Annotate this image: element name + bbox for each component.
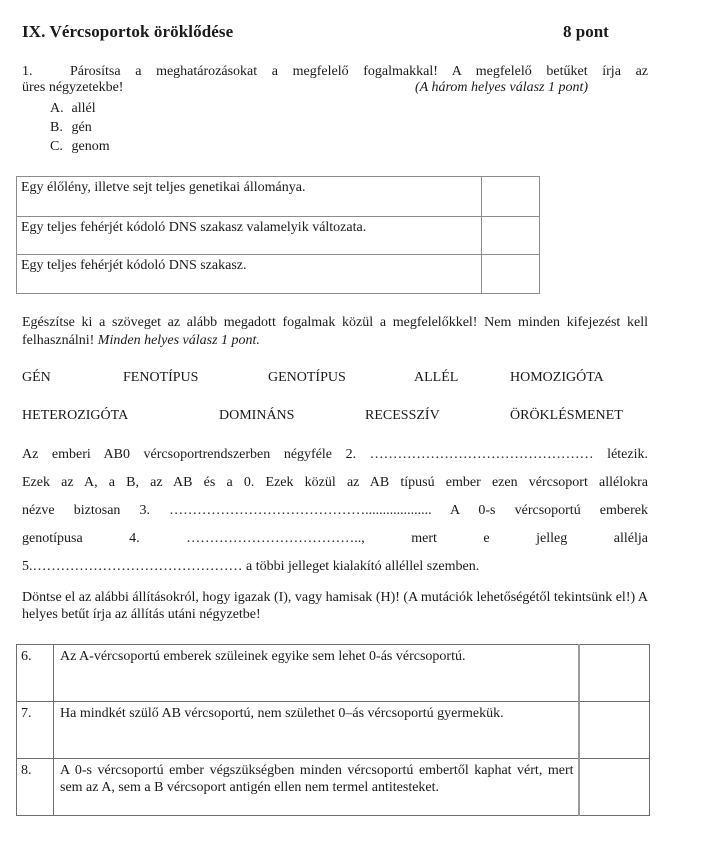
- table-row: [17, 217, 540, 255]
- option-term: allél: [71, 101, 96, 116]
- section-title: IX. Vércsoportok öröklődése: [22, 22, 234, 41]
- term: FENOTÍPUS: [123, 370, 199, 385]
- statement-number: 8.: [17, 759, 54, 816]
- fill-line-4: genotípusa 4. ……………………………….., mert e jelleg allélja: [22, 531, 648, 546]
- statement-text: A 0-s vércsoportú ember végszükségben minden vércsoportú embertől kaphat vért, mert sem az A, sem a B vércsoport antigén ellen nem termel antitesteket.: [54, 759, 579, 816]
- task1-number: 1.: [22, 64, 33, 79]
- fill-line-5: 5.……………………………………… a többi jelleget kialakító alléllel szemben.: [22, 559, 480, 574]
- answer-box[interactable]: [579, 702, 650, 759]
- term: GÉN: [22, 370, 51, 385]
- task1-options: [50, 99, 110, 156]
- option-term: genom: [71, 139, 110, 154]
- task2-instruction-block: [22, 314, 648, 350]
- answer-box[interactable]: [579, 645, 650, 702]
- answer-box[interactable]: [482, 255, 540, 294]
- fill-line-2: Ezek az A, a B, az AB és a 0. Ezek közül az AB típusú ember ezen vércsoport allélokra: [22, 475, 648, 490]
- task2-scoring-note: Minden helyes válasz 1 pont.: [97, 333, 260, 348]
- table-row: [17, 759, 650, 816]
- answer-box[interactable]: [482, 177, 540, 217]
- answer-box[interactable]: [579, 759, 650, 816]
- term: RECESSZÍV: [365, 408, 440, 423]
- term: GENOTÍPUS: [268, 370, 346, 385]
- task2-instruction: Egészítse ki a szöveget az alább megadott fogalmak közül a megfelelőkkel! Nem minden kifejezést kell felhasználni!: [22, 315, 648, 348]
- option-c: [50, 137, 110, 156]
- task1-instruction-line2: üres négyzetekbe!: [22, 80, 124, 95]
- definition-cell: Egy teljes fehérjét kódoló DNS szakasz valamelyik változata.: [17, 217, 482, 255]
- fill-line-1: Az emberi AB0 vércsoportrendszerben négyféle 2. ………………………………………… létezik.: [22, 447, 648, 462]
- statement-text: Az A-vércsoportú emberek szüleinek egyike sem lehet 0-ás vércsoportú.: [54, 645, 579, 702]
- option-letter: C.: [50, 139, 63, 154]
- table-row: [17, 255, 540, 294]
- task1-scoring-note: (A három helyes válasz 1 pont): [415, 80, 589, 95]
- term: HOMOZIGÓTA: [510, 370, 604, 385]
- table-row: [17, 702, 650, 759]
- definition-cell: Egy élőlény, illetve sejt teljes genetikai állománya.: [17, 177, 482, 217]
- term: DOMINÁNS: [219, 408, 295, 423]
- fill-line-3: nézve biztosan 3. ……………………………………................... A 0-s vércsoportú emberek: [22, 503, 648, 518]
- true-false-table: [16, 644, 650, 816]
- statement-text: Ha mindkét szülő AB vércsoportú, nem születhet 0–ás vércsoportú gyermekük.: [54, 702, 579, 759]
- table-row: [17, 177, 540, 217]
- table-row: [17, 645, 650, 702]
- option-a: [50, 99, 110, 118]
- matching-table: [16, 176, 540, 294]
- term: HETEROZIGÓTA: [22, 408, 129, 423]
- statement-number: 6.: [17, 645, 54, 702]
- definition-cell: Egy teljes fehérjét kódoló DNS szakasz.: [17, 255, 482, 294]
- term: ALLÉL: [414, 370, 459, 385]
- task3-instruction: Döntse el az alábbi állításokról, hogy igazak (I), vagy hamisak (H)! (A mutációk lehetőségétől tekintsünk el!) A helyes betűt írja az állítás utáni négyzetbe!: [22, 590, 648, 622]
- term: ÖRÖKLÉSMENET: [510, 408, 623, 423]
- option-b: [50, 118, 110, 137]
- section-points: 8 pont: [563, 22, 609, 41]
- option-letter: A.: [50, 101, 64, 116]
- answer-box[interactable]: [482, 217, 540, 255]
- task1-instruction-line1: Párosítsa a meghatározásokat a megfelelő fogalmakkal! A megfelelő betűket írja az: [70, 64, 648, 79]
- statement-number: 7.: [17, 702, 54, 759]
- task1-instruction: [22, 64, 648, 80]
- option-letter: B.: [50, 120, 63, 135]
- option-term: gén: [71, 120, 92, 135]
